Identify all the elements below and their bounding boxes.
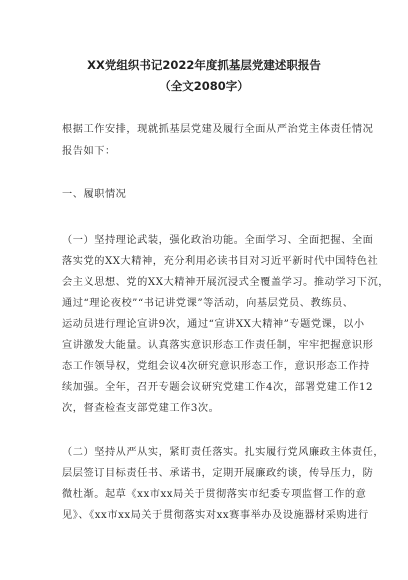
paragraph-line: 次，督查检查支部党建工作3次。 — [62, 403, 220, 414]
paragraph-line: （二）坚持从严从实，紧盯责任落实。扎实履行党风廉政主体责任， — [62, 447, 385, 458]
report-title: XX党组织书记2022年度抓基层党建述职报告 — [87, 58, 321, 72]
paragraph-line: （一）坚持理论武装，强化政治功能。全面学习、全面把握、全面 — [62, 235, 374, 246]
section-heading: 一、履职情况 — [62, 189, 127, 200]
paragraph-line: 根据工作安排，现就抓基层党建及履行全面从严治党主体责任情况 — [62, 124, 374, 135]
paragraph-line: 通过“理论夜校”“书记讲党课”等活动，向基层党员、教练员、 — [62, 298, 354, 309]
paragraph-line: 会主义思想、党的XX大精神开展沉浸式全覆盖学习。推动学习下沉， — [62, 277, 389, 288]
paragraph-line: 续加强。全年，召开专题会议研究党建工作4次，部署党建工作12 — [62, 382, 374, 393]
paragraph-line: 见》、《xx市xx局关于贯彻落实对xx赛事举办及设施器材采购进行 — [62, 510, 369, 521]
paragraph-line: 微杜渐。起草《xx市xx局关于贯彻落实市纪委专项监督工作的意 — [62, 489, 367, 500]
paragraph-line: 运动员进行理论宣讲9次，通过“宣讲XX大精神”专题党课，以小 — [62, 319, 365, 330]
paragraph-line: 报告如下： — [62, 146, 116, 157]
paragraph-line: 态工作领导权，党组会议4次研究意识形态工作，意识形态工作持 — [62, 361, 370, 372]
paragraph-line: 宣讲激发大能量。认真落实意识形态工作责任制，牢牢把握意识形 — [62, 340, 374, 351]
word-count-subtitle: （全文2080字） — [159, 79, 249, 93]
paragraph-line: 落实党的XX大精神，充分利用必读书目对习近平新时代中国特色社 — [62, 256, 379, 267]
paragraph-line: 层层签订目标责任书、承诺书，定期开展廉政约谈，传导压力，防 — [62, 468, 374, 479]
